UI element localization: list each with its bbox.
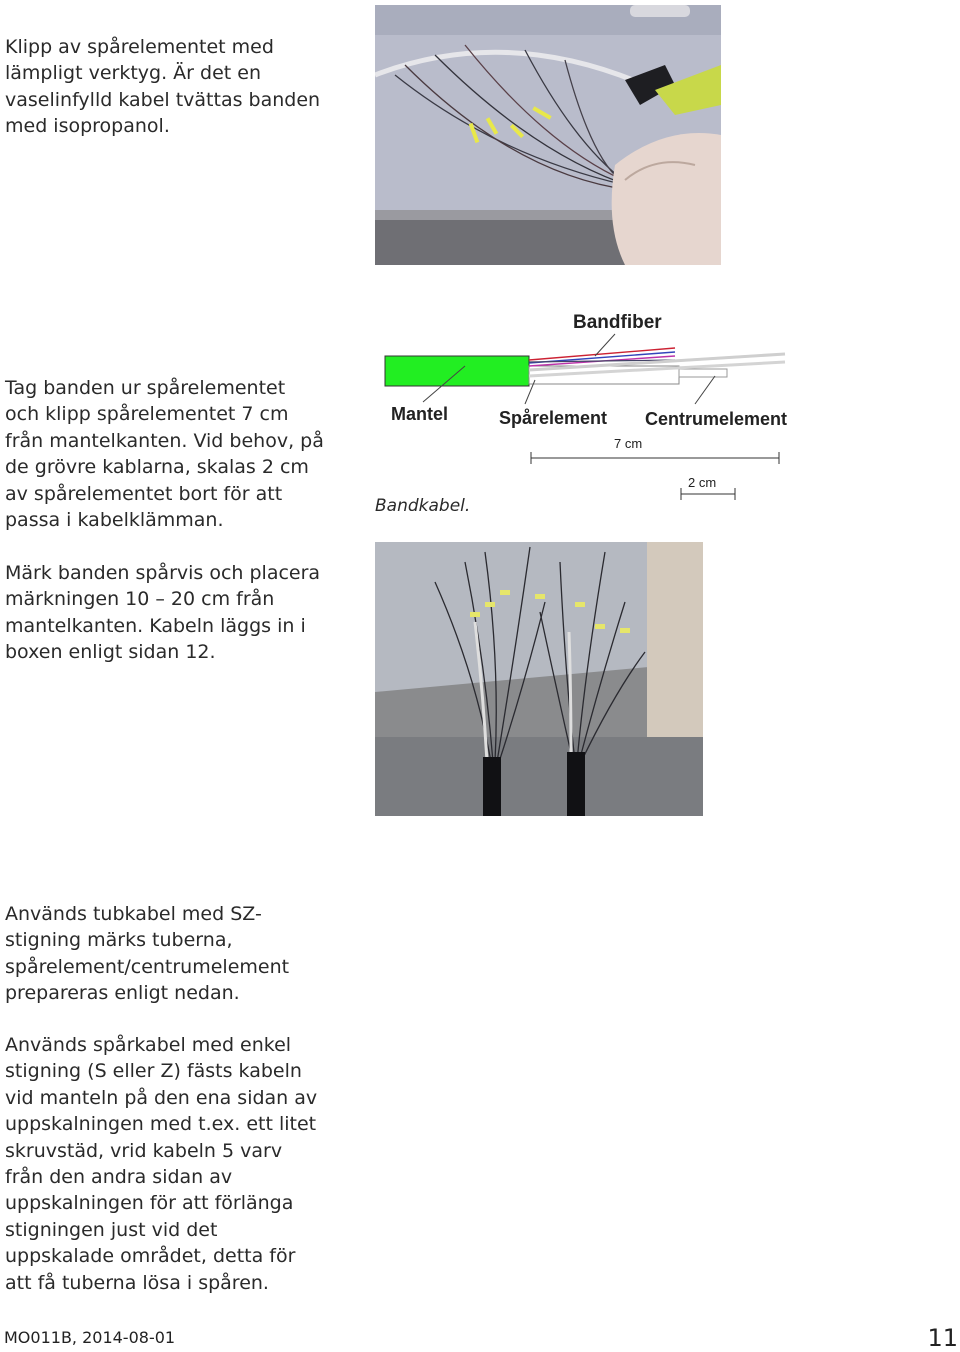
paragraph-remove-bands: Tag banden ur spårelementet och klipp spårelementet 7 cm från mantelkanten. Vid behov, på de grövre kablarna, skalas 2 cm av spårelementet bort för att passa i kabelklämman. — [5, 377, 324, 532]
footer-document-id: MO011B, 2014-08-01 — [4, 1328, 176, 1347]
centrumelement-shape — [679, 369, 727, 377]
mantel-shape — [385, 356, 529, 386]
label-centrumelement: Centrumelement — [645, 409, 788, 429]
diagram-ribbon-cable — [375, 300, 815, 500]
page-number: 11 — [927, 1324, 958, 1352]
paragraph-mark-bands: Märk banden spårvis och placera märkningen 10 – 20 cm från mantelkanten. Kabeln läggs in i boxen enligt sidan 12. — [5, 562, 321, 664]
diagram-caption: Bandkabel. — [375, 496, 471, 516]
label-2cm: 2 cm — [688, 475, 717, 490]
paragraph-slot-cable: Används spårkabel med enkel stigning (S eller Z) fästs kabeln vid manteln på den ena sidan av uppskalningen med t.ex. ett litet skruvstäd, vrid kabeln 5 varv från den andra sidan av uppskalningen för att förlänga stigningen just vid det uppskalade området, detta för att få tuberna lösa i spåren. — [5, 1034, 318, 1294]
paragraph-tube-cable: Används tubkabel med SZ-stigning märks tuberna, spårelement/centrumelement prepareras enligt nedan. — [5, 903, 290, 1005]
photo-marked-cables — [375, 542, 703, 816]
label-7cm: 7 cm — [614, 436, 643, 451]
photo-cutting-element — [375, 5, 721, 265]
label-mantel: Mantel — [391, 404, 449, 424]
paragraph-cut-element: Klipp av spårelementet med lämpligt verktyg. Är det en vaselinfylld kabel tvättas banden med isopropanol. — [5, 36, 321, 138]
label-bandfiber: Bandfiber — [573, 312, 662, 333]
label-sparelement: Spårelement — [499, 408, 608, 428]
